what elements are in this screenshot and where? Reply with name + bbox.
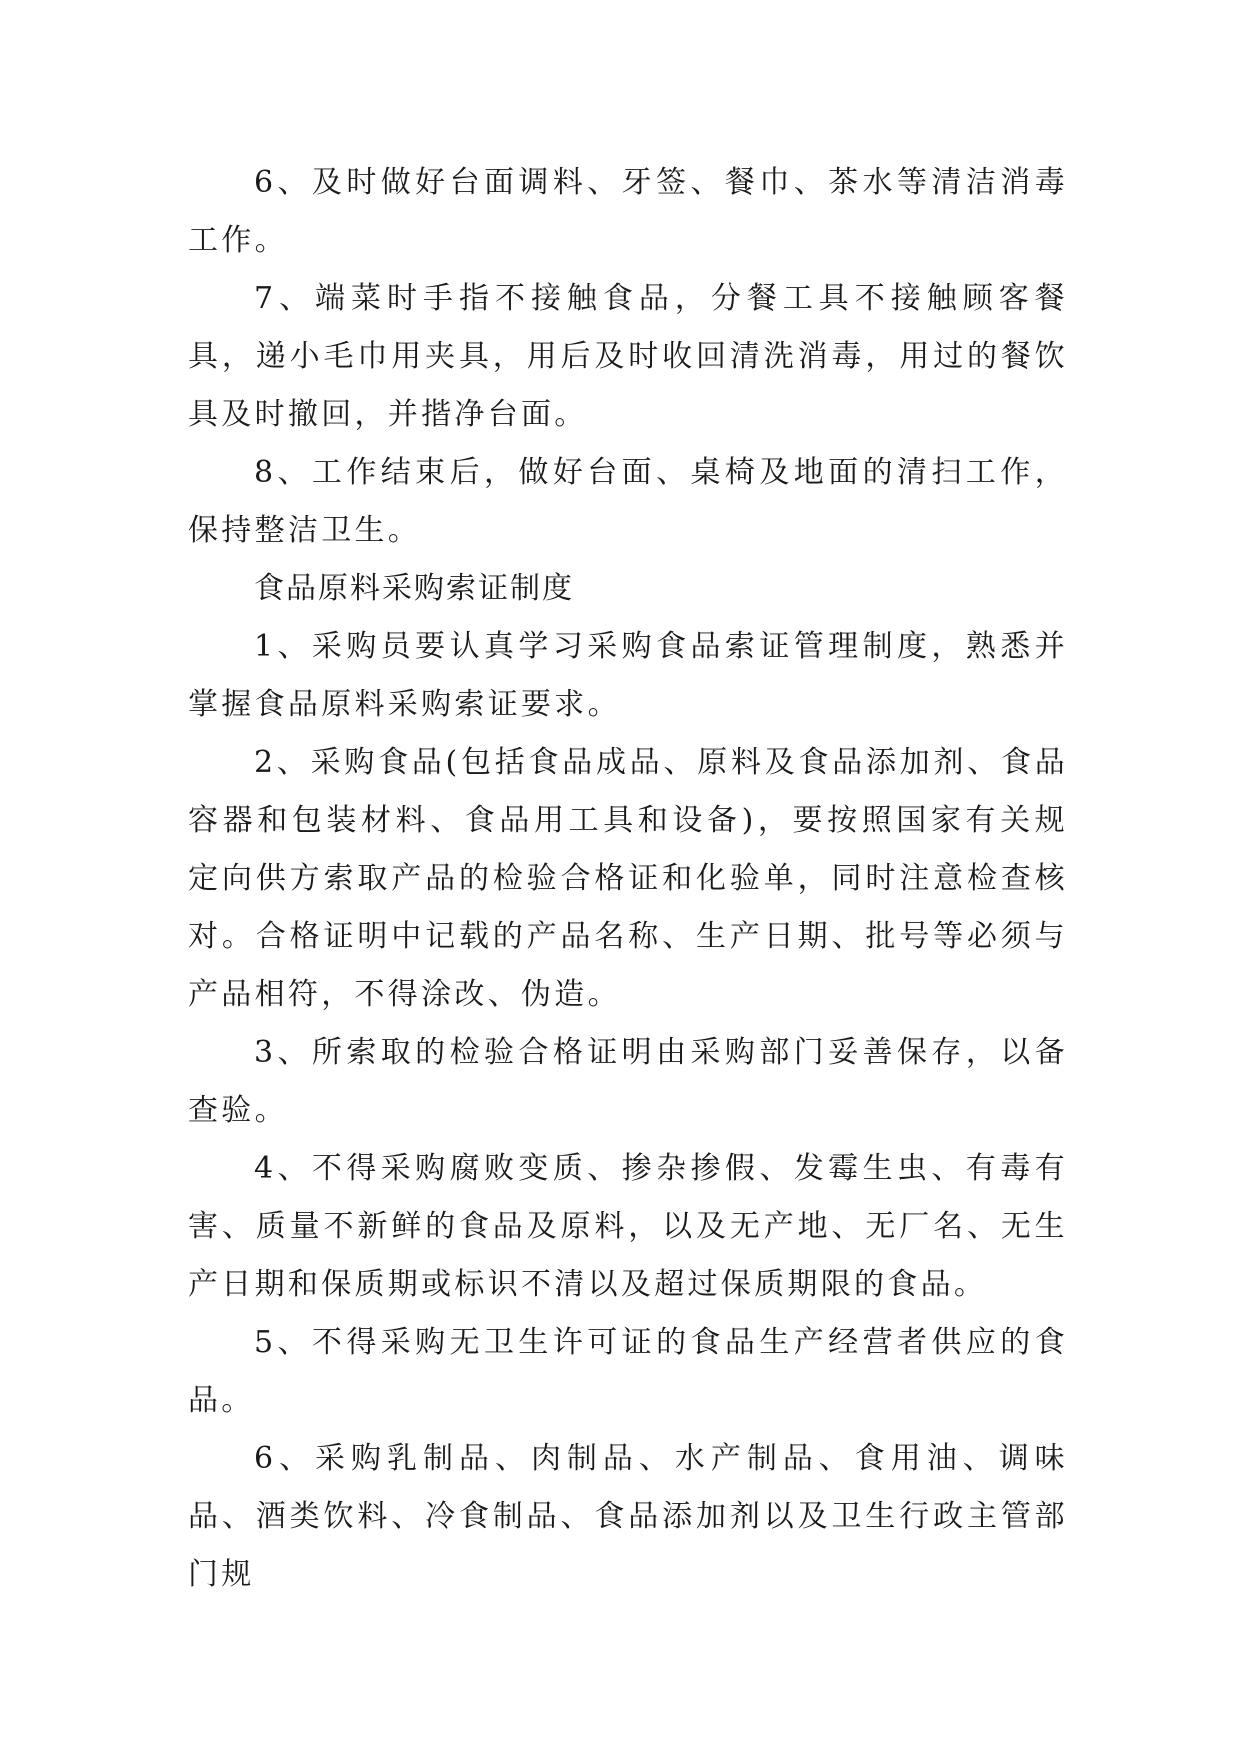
section-paragraph-6: 6、采购乳制品、肉制品、水产制品、食用油、调味品、酒类饮料、冷食制品、食品添加剂以及卫生行政主管部门规: [188, 1441, 1068, 1592]
paragraph-8-closing: 8、工作结束后，做好台面、桌椅及地面的清扫工作，保持整洁卫生。: [188, 455, 1068, 548]
section-heading: 食品原料采购索证制度: [254, 571, 574, 606]
section-paragraph-5: 5、不得采购无卫生许可证的食品生产经营者供应的食品。: [188, 1325, 1068, 1418]
section-paragraph-3: 3、所索取的检验合格证明由采购部门妥善保存，以备查验。: [188, 1035, 1068, 1128]
section-paragraph-4: 4、不得采购腐败变质、掺杂掺假、发霉生虫、有毒有害、质量不新鲜的食品及原料，以及无产地、无厂名、无生产日期和保质期或标识不清以及超过保质期限的食品。: [188, 1151, 1068, 1302]
paragraph-7-serving: 7、端菜时手指不接触食品，分餐工具不接触顾客餐具，递小毛巾用夹具，用后及时收回清洗消毒，用过的餐饮具及时撤回，并揩净台面。: [188, 281, 1068, 432]
section-paragraph-1: 1、采购员要认真学习采购食品索证管理制度，熟悉并掌握食品原料采购索证要求。: [188, 629, 1068, 722]
document-body: [188, 154, 1068, 1604]
section-paragraph-2: 2、采购食品(包括食品成品、原料及食品添加剂、食品容器和包装材料、食品用工具和设备)，要按照国家有关规定向供方索取产品的检验合格证和化验单，同时注意检查核对。合格证明中记载的产品名称、生产日期、批号等必须与产品相符，不得涂改、伪造。: [188, 745, 1068, 1012]
paragraph-6-cleaning: 6、及时做好台面调料、牙签、餐巾、茶水等清洁消毒工作。: [188, 165, 1068, 258]
